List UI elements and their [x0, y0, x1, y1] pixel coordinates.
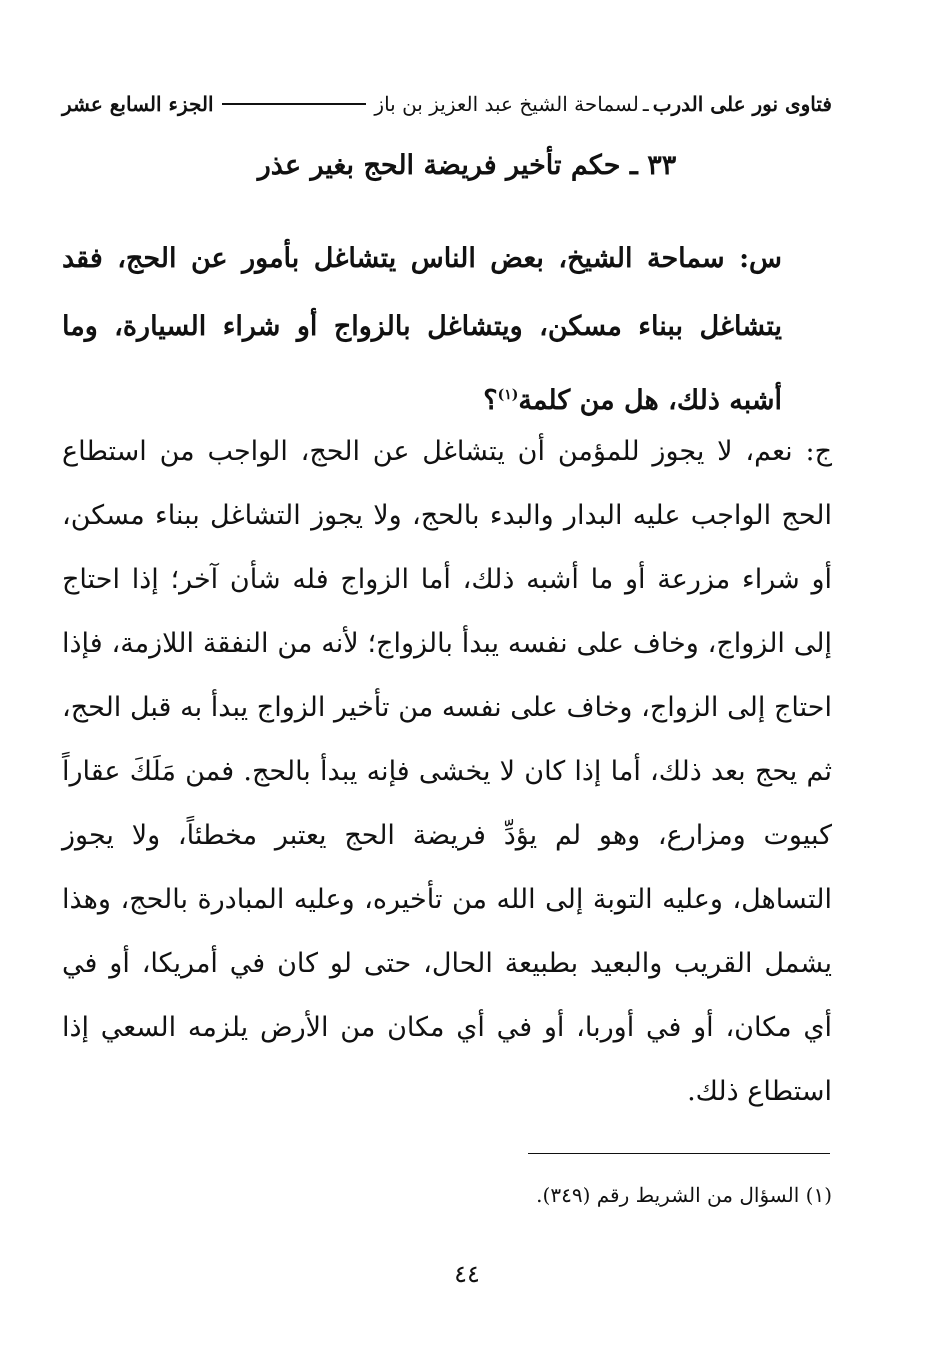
footnote-marker: (١)	[497, 387, 519, 403]
question-text: س: سماحة الشيخ، بعض الناس يتشاغل بأمور عن الحج، فقد يتشاغل ببناء مسكن، ويتشاغل بالزواج أو شراء السيارة، وما أشبه ذلك، هل من كلمة	[62, 243, 782, 416]
footnote-divider	[528, 1153, 830, 1154]
part-label: الجزء السابع عشر	[62, 92, 214, 116]
page-number: ٤٤	[454, 1260, 480, 1288]
question-end: ؟	[483, 385, 498, 416]
running-header	[62, 92, 832, 116]
author-name: لسماحة الشيخ عبد العزيز بن باز	[374, 92, 639, 116]
book-title: فتاوى نور على الدرب	[652, 92, 832, 116]
header-rule	[222, 103, 367, 105]
footnote: (١) السؤال من الشريط رقم (٣٤٩).	[536, 1183, 832, 1207]
answer-paragraph: ج: نعم، لا يجوز للمؤمن أن يتشاغل عن الحج، الواجب من استطاع الحج الواجب عليه البدار والبدء بالحج، ولا يجوز التشاغل ببناء مسكن، أو شراء مزرعة أو ما أشبه ذلك، أما الزواج فله شأن آخر؛ إذا احتاج إلى الزواج، وخاف على نفسه يبدأ بالزواج؛ لأنه من النفقة اللازمة، فإذا احتاج إلى الزواج، وخاف على نفسه من تأخير الزواج يبدأ به قبل الحج، ثم يحج بعد ذلك، أما إذا كان لا يخشى فإنه يبدأ بالحج. فمن مَلَكَ عقاراً كبيوت ومزارع، وهو لم يؤدِّ فريضة الحج يعتبر مخطئاً، ولا يجوز التساهل، وعليه التوبة إلى الله من تأخيره، وعليه المبادرة بالحج، وهذا يشمل القريب والبعيد بطبيعة الحال، حتى لو كان في أمريكا، أو في أي مكان، أو في أوربا، أو في أي مكان من الأرض يلزمه السعي إذا استطاع ذلك.	[62, 436, 832, 1107]
question-paragraph	[62, 225, 782, 435]
header-separator: ـ	[642, 92, 649, 116]
section-title: ٣٣ ـ حكم تأخير فريضة الحج بغير عذر	[257, 150, 677, 181]
